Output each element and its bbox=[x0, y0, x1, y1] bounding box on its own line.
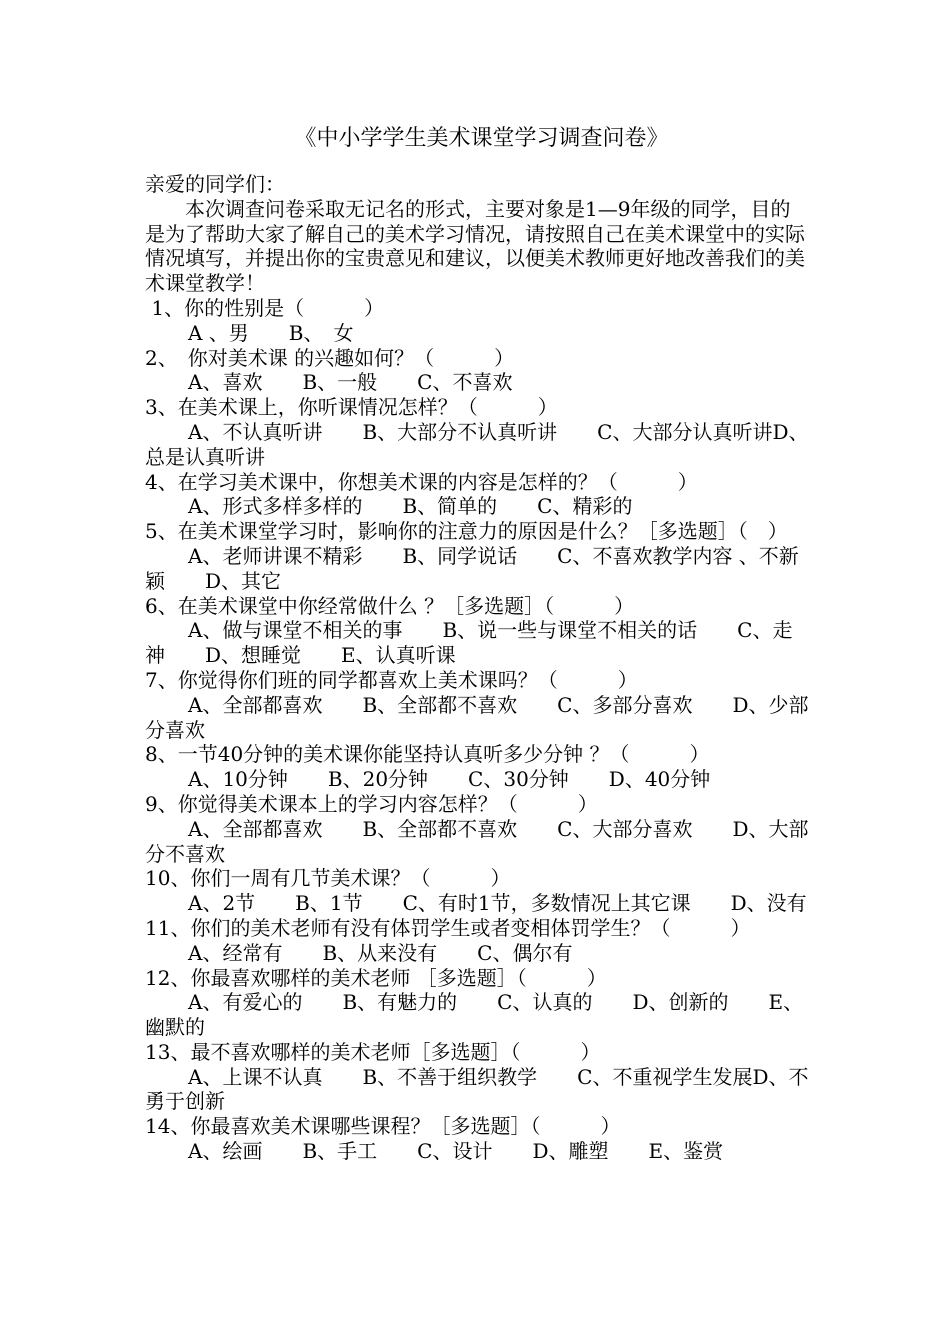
question-3-options: A、不认真听讲 B、大部分不认真听讲 C、大部分认真听讲D、总是认真听讲 bbox=[145, 419, 809, 469]
question-1: 1、你的性别是（ ） bbox=[145, 295, 385, 320]
question-1-options: A 、男 B、 女 bbox=[188, 320, 354, 345]
question-14: 14、你最喜欢美术课哪些课程？［多选题］（ ） bbox=[145, 1114, 621, 1139]
question-11-options: A、经常有 B、从来没有 C、偶尔有 bbox=[188, 940, 573, 965]
question-9-options: A、全部都喜欢 B、全部都不喜欢 C、大部分喜欢 D、大部分不喜欢 bbox=[145, 816, 809, 866]
question-13-options: A、上课不认真 B、不善于组织教学 C、不重视学生发展D、不勇于创新 bbox=[145, 1064, 809, 1114]
question-2: 2、 你对美术课 的兴趣如何？（ ） bbox=[145, 345, 515, 370]
question-11: 11、你们的美术老师有没有体罚学生或者变相体罚学生？（ ） bbox=[145, 915, 751, 940]
page-title: 《中小学学生美术课堂学习调查问卷》 bbox=[294, 126, 669, 151]
question-12-options: A、有爱心的 B、有魅力的 C、认真的 D、创新的 E、幽默的 bbox=[145, 990, 804, 1040]
question-list bbox=[145, 296, 810, 1164]
question-4: 4、在学习美术课中，你想美术课的内容是怎样的？（ ） bbox=[145, 469, 698, 494]
intro-paragraph: 本次调查问卷采取无记名的形式，主要对象是1—9年级的同学，目的是为了帮助大家了解自己的美术学习情况，请按照自己在美术课堂中的实际情况填写，并提出你的宝贵意见和建议，以便美术教师更好地改善我们的美术课堂教学！ bbox=[145, 196, 805, 296]
question-8-options: A、10分钟 B、20分钟 C、30分钟 D、40分钟 bbox=[188, 767, 711, 792]
question-7: 7、你觉得你们班的同学都喜欢上美术课吗？（ ） bbox=[145, 667, 638, 692]
question-14-options: A、绘画 B、手工 C、设计 D、雕塑 E、鉴赏 bbox=[188, 1139, 724, 1164]
question-10-options: A、2节 B、1节 C、有时1节，多数情况上其它课 D、没有 bbox=[188, 891, 807, 916]
question-9: 9、你觉得美术课本上的学习内容怎样？（ ） bbox=[145, 791, 598, 816]
question-6: 6、在美术课堂中你经常做什么 ？［多选题］（ ） bbox=[145, 593, 635, 618]
question-5: 5、在美术课堂学习时，影响你的注意力的原因是什么？［多选题］（ ） bbox=[145, 519, 788, 544]
question-4-options: A、形式多样多样的 B、简单的 C、精彩的 bbox=[188, 494, 633, 519]
question-7-options: A、全部都喜欢 B、全部都不喜欢 C、多部分喜欢 D、少部分喜欢 bbox=[145, 692, 809, 742]
question-8: 8、一节40分钟的美术课你能坚持认真听多少分钟 ？（ ） bbox=[145, 742, 710, 767]
questionnaire-page bbox=[145, 126, 810, 1164]
question-3: 3、在美术课上，你听课情况怎样？（ ） bbox=[145, 395, 558, 420]
greeting: 亲爱的同学们： bbox=[145, 172, 285, 196]
question-5-options: A、老师讲课不精彩 B、同学说话 C、不喜欢教学内容 、不新颖 D、其它 bbox=[145, 543, 799, 593]
question-12: 12、你最喜欢哪样的美术老师 ［多选题］（ ） bbox=[145, 965, 607, 990]
question-2-options: A、喜欢 B、一般 C、不喜欢 bbox=[188, 370, 513, 395]
question-6-options: A、做与课堂不相关的事 B、说一些与课堂不相关的话 C、走神 D、想睡觉 E、认真听课 bbox=[145, 618, 793, 668]
question-10: 10、你们一周有几节美术课？（ ） bbox=[145, 866, 511, 891]
question-13: 13、最不喜欢哪样的美术老师［多选题］（ ） bbox=[145, 1039, 601, 1064]
